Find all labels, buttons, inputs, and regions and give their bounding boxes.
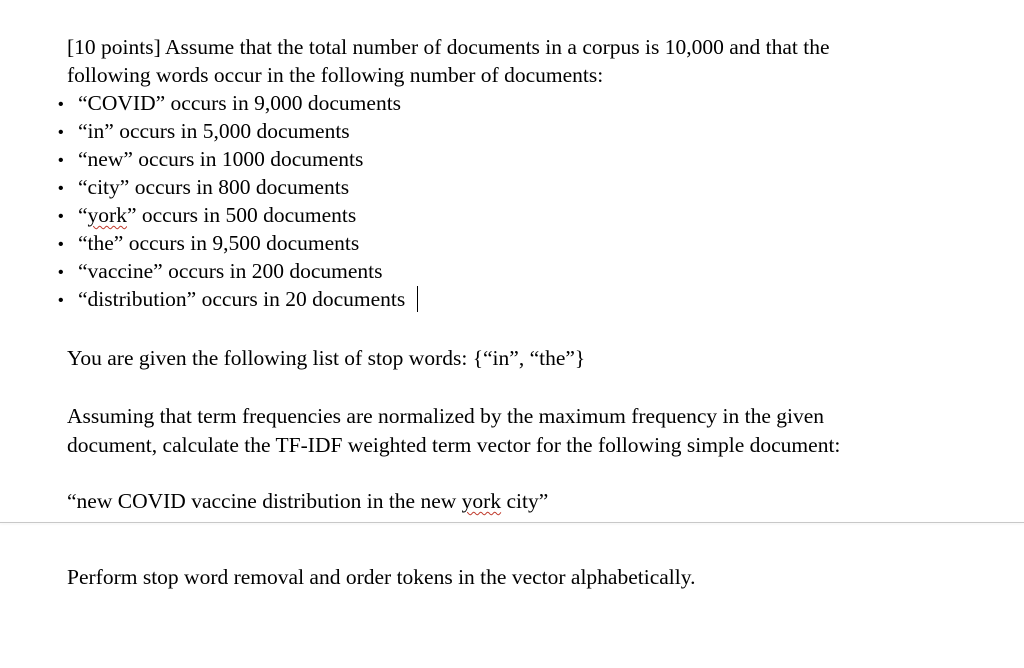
- term-word: “city”: [78, 175, 130, 199]
- term-count: occurs in 9,500 documents: [123, 231, 360, 255]
- term-word: “distribution”: [78, 287, 197, 311]
- list-item: [58, 257, 418, 285]
- instruction-paragraph: Perform stop word removal and order tokens in the vector alphabetically.: [67, 565, 696, 589]
- list-item: [58, 173, 418, 201]
- stop-words-paragraph: You are given the following list of stop words: {“in”, “the”}: [67, 346, 586, 370]
- term-count: occurs in 9,000 documents: [165, 91, 402, 115]
- question-intro: [67, 33, 830, 89]
- term-word: “new”: [78, 147, 133, 171]
- sample-document: [67, 487, 548, 515]
- list-item: [58, 201, 418, 229]
- document-text-pre: “new COVID vaccine distribution in the new: [67, 489, 462, 513]
- term-count: ” occurs in 500 documents: [126, 203, 357, 227]
- list-item: [58, 117, 418, 145]
- assume-line-2: document, calculate the TF-IDF weighted term vector for the following simple document:: [67, 432, 841, 457]
- list-item: [58, 229, 418, 257]
- term-word-misspelled[interactable]: york: [87, 203, 127, 227]
- assume-line-1: Assuming that term frequencies are normalized by the maximum frequency in the given: [67, 404, 825, 428]
- page-break-divider: [0, 522, 1024, 523]
- term-word: “the”: [78, 231, 124, 255]
- bullet-icon: •: [58, 292, 64, 309]
- document-misspelled-word[interactable]: york: [461, 489, 502, 513]
- intro-line-2: following words occur in the following number of documents:: [67, 63, 604, 87]
- bullet-icon: •: [58, 264, 64, 281]
- list-item: [58, 89, 418, 117]
- term-count: occurs in 20 documents: [196, 287, 406, 311]
- term-count: occurs in 1000 documents: [132, 147, 364, 171]
- bullet-icon: •: [58, 180, 64, 197]
- term-count: occurs in 5,000 documents: [113, 119, 350, 143]
- term-word: “COVID”: [78, 91, 166, 115]
- assumption-paragraph: [67, 402, 840, 459]
- term-frequency-list: [58, 89, 418, 313]
- document-text-post: city”: [501, 489, 549, 513]
- bullet-icon: •: [58, 124, 64, 141]
- term-pre: “: [78, 203, 88, 227]
- bullet-icon: •: [58, 236, 64, 253]
- term-count: occurs in 800 documents: [129, 175, 350, 199]
- term-word: “in”: [78, 119, 114, 143]
- intro-line-1: [10 points] Assume that the total number of documents in a corpus is 10,000 and that the: [67, 35, 830, 59]
- text-cursor: [417, 286, 418, 312]
- list-item: [58, 285, 418, 313]
- bullet-icon: •: [58, 152, 64, 169]
- list-item: [58, 145, 418, 173]
- bullet-icon: •: [58, 208, 64, 225]
- term-count: occurs in 200 documents: [162, 259, 383, 283]
- term-word: “vaccine”: [78, 259, 163, 283]
- bullet-icon: •: [58, 96, 64, 113]
